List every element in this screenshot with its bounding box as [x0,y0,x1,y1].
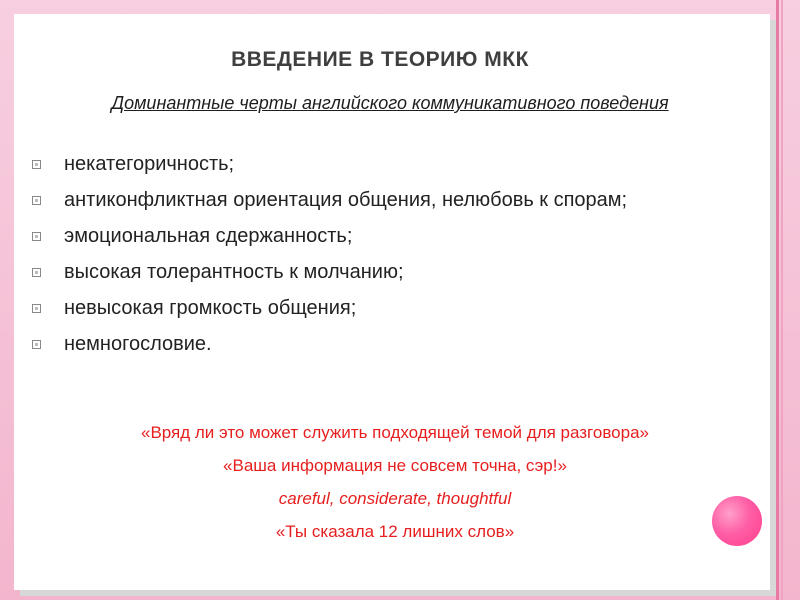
decorative-dot [712,496,762,546]
list-item [32,330,732,359]
list-item-text: невысокая громкость общения; [64,297,357,319]
square-bullet-icon [32,196,41,205]
list-item-text: антиконфликтная ориентация общения, нелюбовь к спорам; [64,189,628,211]
list-item [32,258,732,287]
list-item-text: высокая толерантность к молчанию; [64,261,404,283]
quote-line: «Вряд ли это может служить подходящей темой для разговора» [140,423,649,442]
quote-block [0,416,790,548]
square-bullet-icon [32,304,41,313]
subtitle: Доминантные черты английского коммуникативного поведения [111,93,669,113]
list-item [32,222,732,251]
square-bullet-icon [32,232,41,241]
page-title: ВВЕДЕНИЕ В ТЕОРИЮ МКК [231,48,529,71]
quote-line: «Ваша информация не совсем точна, сэр!» [223,456,567,475]
quote-line: careful, considerate, thoughtful [278,489,512,508]
square-bullet-icon [32,160,41,169]
square-bullet-icon [32,340,41,349]
list-item-text: некатегоричность; [64,153,235,175]
list-item [32,150,732,179]
list-item [32,186,732,215]
list-item-text: эмоциональная сдержанность; [64,225,353,247]
list-item-text: немногословие. [64,333,212,355]
list-item [32,294,732,323]
square-bullet-icon [32,268,41,277]
quote-line: «Ты сказала 12 лишних слов» [275,522,515,541]
bullet-list [32,150,732,366]
